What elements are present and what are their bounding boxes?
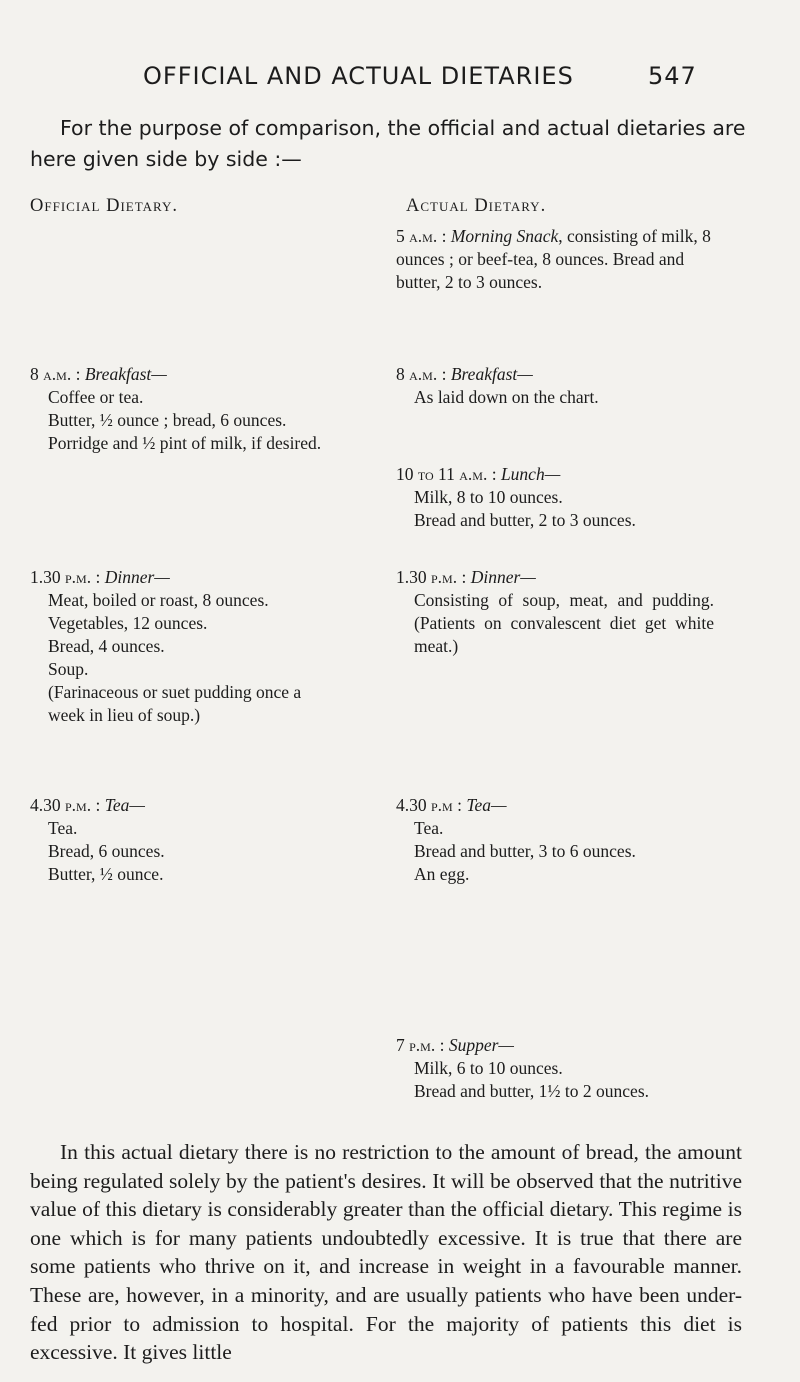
meal-name: Dinner— [104, 567, 170, 587]
running-head-title: OFFICIAL AND ACTUAL DIETARIES [143, 62, 574, 90]
meal-line: Vegetables, 12 ounces. [48, 613, 208, 633]
meal-line: Bread and butter, 3 to 6 ounces. [414, 841, 636, 861]
actual-lunch [396, 463, 714, 532]
actual-dietary-heading: Actual Dietary. [406, 196, 547, 216]
meal-name: Tea— [104, 795, 145, 815]
meal-time: 8 a.m. : [30, 364, 81, 384]
actual-supper [396, 1034, 714, 1103]
meal-name: Lunch— [500, 464, 561, 484]
intro-paragraph: For the purpose of comparison, the official and actual dietaries are here given side by side :— [30, 116, 746, 171]
meal-name: Dinner— [470, 567, 536, 587]
official-breakfast [30, 363, 340, 455]
page-number: 547 [648, 62, 697, 90]
meal-name: Tea— [466, 795, 507, 815]
official-tea [30, 794, 340, 886]
actual-dinner [396, 566, 714, 658]
meal-line: (Farinaceous or suet pudding once a week in lieu of soup.) [48, 682, 302, 725]
meal-time: 1.30 p.m. : [30, 567, 101, 587]
meal-time: 1.30 p.m. : [396, 567, 467, 587]
meal-name: Breakfast— [450, 364, 533, 384]
actual-tea [396, 794, 714, 886]
official-dinner [30, 566, 340, 727]
meal-line: Bread and butter, 2 to 3 ounces. [414, 510, 636, 530]
meal-line: Butter, ½ ounce ; bread, 6 ounces. [48, 410, 287, 430]
meal-line: An egg. [414, 864, 470, 884]
meal-line: Butter, ½ ounce. [48, 864, 164, 884]
meal-time: 5 a.m. : [396, 226, 447, 246]
meal-line: Consisting of soup, meat, and pudding. (Patients on convalescent diet get white meat.) [414, 590, 714, 656]
meal-name: Morning Snack [450, 226, 559, 246]
meal-time: 10 to 11 a.m. : [396, 464, 497, 484]
meal-time: 4.30 p.m. : [30, 795, 101, 815]
actual-breakfast [396, 363, 714, 409]
meal-time: 8 a.m. : [396, 364, 447, 384]
meal-line: Tea. [414, 818, 444, 838]
actual-morning-snack [396, 225, 714, 294]
meal-line: Tea. [48, 818, 78, 838]
meal-line: Soup. [48, 659, 89, 679]
meal-line: Milk, 8 to 10 ounces. [414, 487, 563, 507]
meal-line: Meat, boiled or roast, 8 ounces. [48, 590, 269, 610]
official-dietary-heading: Official Dietary. [30, 196, 178, 216]
meal-description: , consisting of milk, 8 ounces ; or beef-tea, 8 ounces. Bread and butter, 2 to 3 ounces. [396, 226, 711, 292]
meal-time: 4.30 p.m : [396, 795, 462, 815]
meal-line: Bread and butter, 1½ to 2 ounces. [414, 1081, 650, 1101]
meal-line: Bread, 4 ounces. [48, 636, 165, 656]
meal-time: 7 p.m. : [396, 1035, 445, 1055]
meal-line: Milk, 6 to 10 ounces. [414, 1058, 563, 1078]
meal-line: Porridge and ½ pint of milk, if desired. [48, 433, 322, 453]
meal-line: Coffee or tea. [48, 387, 144, 407]
body-paragraph: In this actual dietary there is no restriction to the amount of bread, the amount being regulated solely by the patient's desires. It will be observed that the nutritive value of this dietary is considerably greater than the official dietary. This regime is one which is for many patients undoubtedly excessive. It is true that there are some patients who thrive on it, and increase in weight in a favourable manner. These are, however, in a minority, and are usually patients who have been under-fed prior to admission to hospital. For the majority of patients this diet is excessive. It gives little [30, 1140, 742, 1365]
meal-name: Supper— [448, 1035, 514, 1055]
meal-line: Bread, 6 ounces. [48, 841, 165, 861]
meal-name: Breakfast— [84, 364, 167, 384]
meal-line: As laid down on the chart. [414, 387, 599, 407]
